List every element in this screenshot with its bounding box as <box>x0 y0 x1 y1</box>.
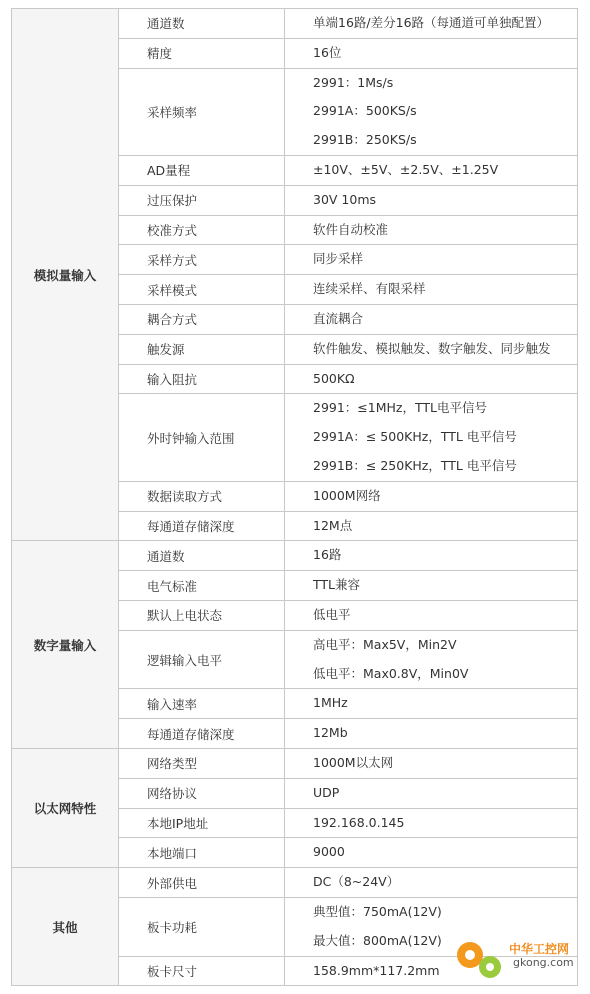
row-value-line: 16位 <box>313 44 342 60</box>
row-label: 通道数 <box>119 9 285 39</box>
group-label-other: 其他 <box>12 868 119 986</box>
green-gear-icon <box>479 956 501 978</box>
row-value-line: 2991A：500KS/s <box>313 103 417 119</box>
row-value-line: 192.168.0.145 <box>313 814 405 830</box>
group-label-ethernet: 以太网特性 <box>12 748 119 867</box>
row-value <box>285 600 578 630</box>
row-value-line: 低电平：Max0.8V，Min0V <box>313 665 469 681</box>
group-label-digital: 数字量输入 <box>12 541 119 749</box>
spec-table-body <box>12 9 578 986</box>
spec-table <box>11 8 578 986</box>
row-label: 校准方式 <box>119 215 285 245</box>
row-label: 电气标准 <box>119 571 285 601</box>
row-value-line: 2991A：≤ 500KHz，TTL 电平信号 <box>313 429 517 445</box>
row-value <box>285 155 578 185</box>
row-value-line: 2991：1Ms/s <box>313 74 394 90</box>
row-value <box>285 334 578 364</box>
row-value <box>285 481 578 511</box>
row-label: 外时钟输入范围 <box>119 394 285 481</box>
row-value-line: 9000 <box>313 844 345 860</box>
row-value-line: 12Mb <box>313 725 348 741</box>
group-label-analog: 模拟量输入 <box>12 9 119 541</box>
row-value-line: 同步采样 <box>313 251 364 267</box>
row-value-line: 直流耦合 <box>313 310 364 326</box>
row-label: 采样方式 <box>119 245 285 275</box>
row-value-line: 12M点 <box>313 517 353 533</box>
row-label: 触发源 <box>119 334 285 364</box>
row-value-line: TTL兼容 <box>313 577 361 593</box>
row-value <box>285 38 578 68</box>
row-label: 本地端口 <box>119 838 285 868</box>
row-value <box>285 68 578 155</box>
row-label: 默认上电状态 <box>119 600 285 630</box>
row-value <box>285 304 578 334</box>
row-value-line: 低电平 <box>313 606 351 622</box>
row-value-line: 连续采样、有限采样 <box>313 281 426 297</box>
row-value <box>285 689 578 719</box>
row-label: 网络类型 <box>119 748 285 778</box>
row-value-line: DC（8~24V） <box>313 874 400 890</box>
row-value-line: UDP <box>313 784 340 800</box>
row-value <box>285 571 578 601</box>
row-value-line: 高电平：Max5V，Min2V <box>313 636 457 652</box>
row-value <box>285 541 578 571</box>
row-value <box>285 215 578 245</box>
row-value <box>285 719 578 749</box>
row-label: AD量程 <box>119 155 285 185</box>
row-label: 精度 <box>119 38 285 68</box>
row-label: 输入阻抗 <box>119 364 285 394</box>
row-value <box>285 9 578 39</box>
table-row <box>12 9 578 39</box>
row-value-line: 1000M以太网 <box>313 754 394 770</box>
watermark-site: gkong.com <box>513 956 574 969</box>
row-label: 逻辑输入电平 <box>119 630 285 689</box>
row-value <box>285 185 578 215</box>
row-value-line: ±10V、±5V、±2.5V、±1.25V <box>313 161 499 177</box>
row-value-line: 16路 <box>313 547 342 563</box>
row-value-line: 2991：≤1MHz，TTL电平信号 <box>313 400 487 416</box>
row-label: 输入速率 <box>119 689 285 719</box>
row-value <box>285 511 578 541</box>
row-value-line: 158.9mm*117.2mm <box>313 962 440 978</box>
row-value-line: 软件自动校准 <box>313 221 389 237</box>
table-row <box>12 748 578 778</box>
row-value <box>285 275 578 305</box>
row-label: 数据读取方式 <box>119 481 285 511</box>
row-label: 采样模式 <box>119 275 285 305</box>
row-value-line: 2991B：250KS/s <box>313 132 417 148</box>
row-label: 本地IP地址 <box>119 808 285 838</box>
row-value <box>285 778 578 808</box>
row-label: 每通道存储深度 <box>119 511 285 541</box>
row-label: 采样频率 <box>119 68 285 155</box>
row-label: 通道数 <box>119 541 285 571</box>
row-value-line: 500KΩ <box>313 370 355 386</box>
row-label: 耦合方式 <box>119 304 285 334</box>
watermark-logo <box>453 936 583 986</box>
row-value <box>285 808 578 838</box>
row-label: 外部供电 <box>119 868 285 898</box>
row-label: 板卡功耗 <box>119 897 285 956</box>
row-value <box>285 838 578 868</box>
row-value-line: 典型值：750mA(12V) <box>313 903 442 919</box>
row-value <box>285 245 578 275</box>
watermark-brand: 中华工控网 <box>509 942 570 956</box>
row-value <box>285 364 578 394</box>
row-value-line: 软件触发、模拟触发、数字触发、同步触发 <box>313 340 551 356</box>
row-value <box>285 394 578 481</box>
row-value-line: 单端16路/差分16路（每通道可单独配置） <box>313 15 550 30</box>
row-label: 每通道存储深度 <box>119 719 285 749</box>
row-value-line: 最大值：800mA(12V) <box>313 932 442 948</box>
row-label: 网络协议 <box>119 778 285 808</box>
row-label: 板卡尺寸 <box>119 956 285 986</box>
row-value-line: 30V 10ms <box>313 191 377 207</box>
row-value <box>285 868 578 898</box>
table-row <box>12 541 578 571</box>
row-value-line: 1000M网络 <box>313 487 381 503</box>
row-value <box>285 748 578 778</box>
row-value <box>285 630 578 689</box>
row-value-line: 1MHz <box>313 695 348 711</box>
row-label: 过压保护 <box>119 185 285 215</box>
table-row <box>12 868 578 898</box>
row-value-line: 2991B：≤ 250KHz，TTL 电平信号 <box>313 457 517 473</box>
